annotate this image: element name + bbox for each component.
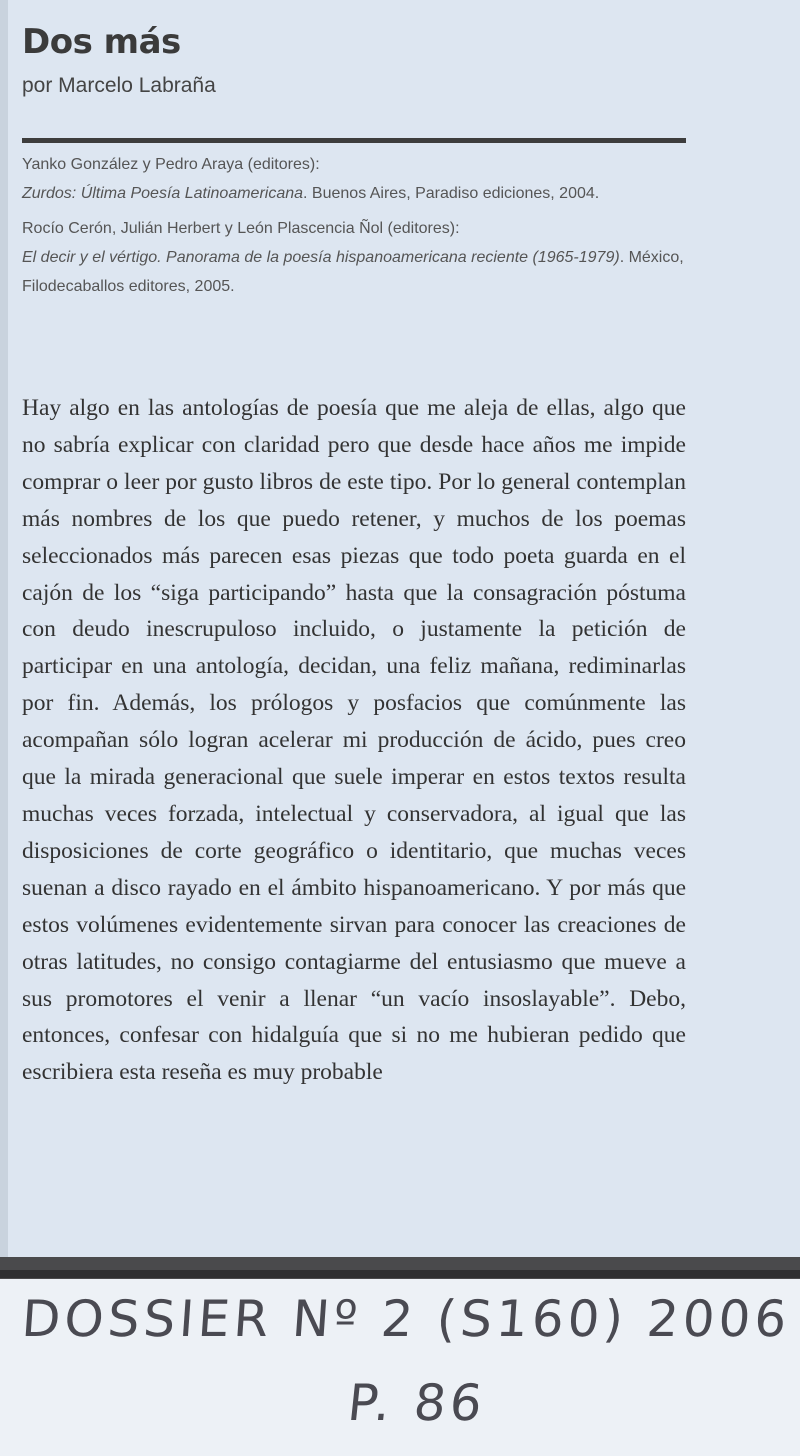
handwritten-page-note: P. 86 <box>344 1374 489 1432</box>
clipping-left-edge <box>0 0 8 1262</box>
reference-1-authors: Yanko González y Pedro Araya (editores): <box>22 156 320 173</box>
references-block <box>22 150 686 307</box>
title-rule <box>22 138 686 143</box>
reference-2-work: El decir y el vértigo. Panorama de la poesía hispanoamericana reciente (1965-1979) <box>22 249 620 266</box>
article-body: Hay algo en las antologías de poesía que me aleja de ellas, algo que no sabría explicar con claridad pero que desde hace años me impide comprar o leer por gusto libros de este tipo. Por lo general contemplan más nombres de los que puedo retener, y muchos de los poemas seleccionados más parecen esas piezas que todo poeta guarda en el cajón de los “siga participando” hasta que la consagración póstuma con deudo inescrupuloso incluido, o justamente la petición de participar en una antología, decidan, una feliz mañana, rediminarlas por fin. Además, los prólogos y posfacios que comúnmente las acompañan sólo logran acelerar mi producción de ácido, pues creo que la mirada generacional que suele imperar en estos textos resulta muchas veces forzada, intelectual y conservadora, al igual que las disposiciones de corte geográfico o identitario, que muchas veces suenan a disco rayado en el ámbito hispanoamericano. Y por más que estos volúmenes evidentemente sirvan para conocer las creaciones de otras latitudes, no consigo contagiarme del entusiasmo que mueve a sus promotores el venir a llenar “un vacío insoslayable”. Debo, entonces, confesar con hidalguía que si no me hubieran pedido que escribiera esta reseña es muy probable <box>22 395 686 1086</box>
reference-1 <box>22 150 686 208</box>
scan-shadow-band-dark <box>0 1270 800 1278</box>
article-title: Dos más <box>22 22 181 62</box>
handwritten-dossier-note: DOSSIER Nº 2 (S160) 2006 <box>19 1290 793 1348</box>
reference-2-authors: Rocío Cerón, Julián Herbert y León Plascencia Ñol (editores): <box>22 220 460 237</box>
reference-1-work: Zurdos: Última Poesía Latinoamericana <box>22 185 304 202</box>
article-byline: por Marcelo Labraña <box>22 74 216 97</box>
reference-2 <box>22 214 686 301</box>
reference-2-details: . México, Filodecaballos editores, 2005. <box>22 249 684 295</box>
reference-1-details: . Buenos Aires, Paradiso ediciones, 2004. <box>303 185 600 202</box>
